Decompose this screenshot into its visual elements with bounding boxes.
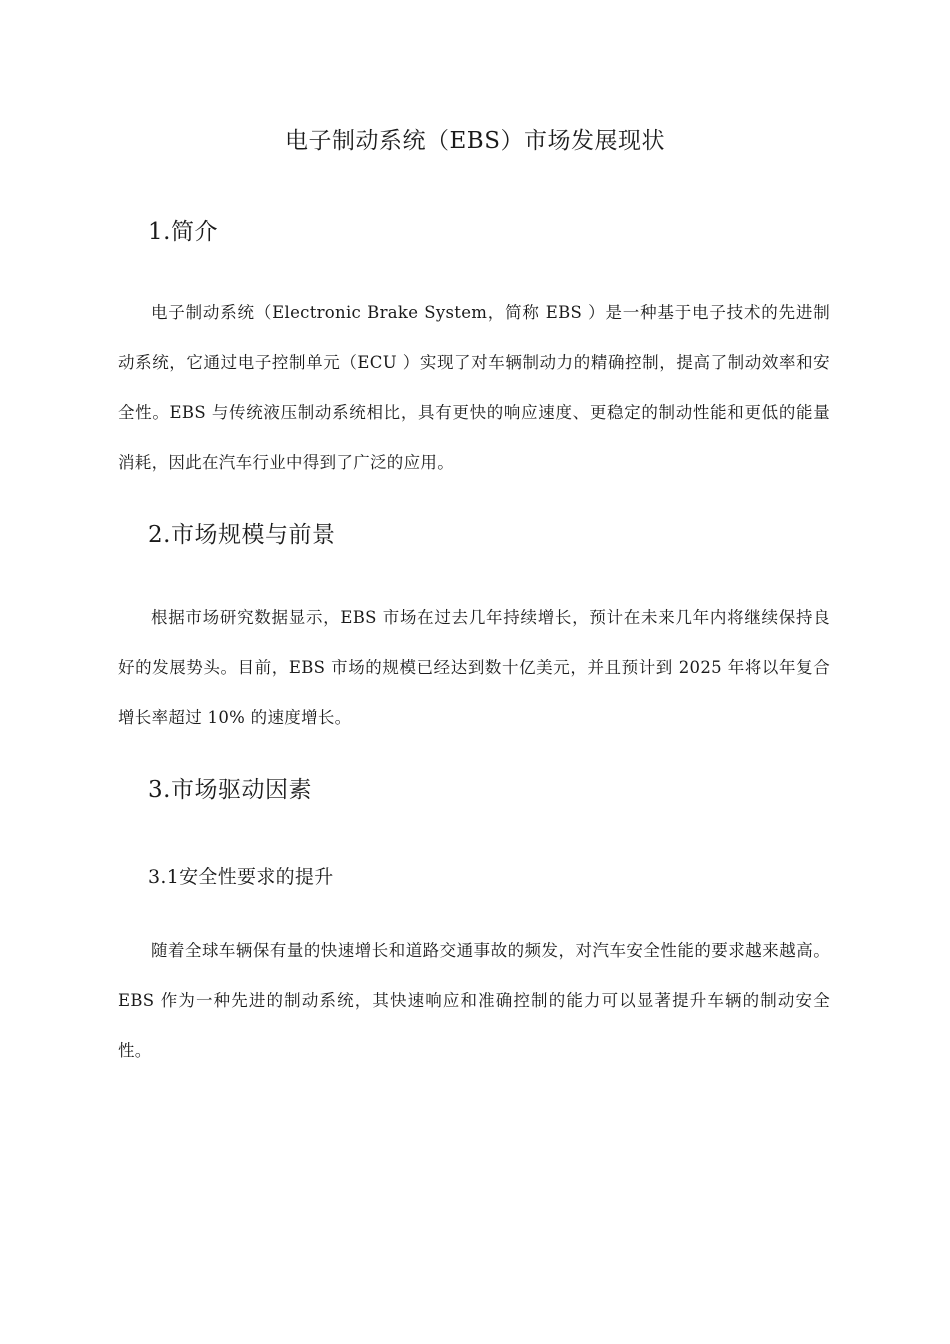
document-title: 电子制动系统（EBS）市场发展现状	[285, 128, 665, 154]
section-heading-drivers: 3.市场驱动因素	[148, 777, 312, 803]
paragraph-intro: 电子制动系统（Electronic Brake System，简称 EBS ）是一种基于电子技术的先进制动系统，它通过电子控制单元（ECU ）实现了对车辆制动力的精确控制，提高了制动效率和安全性。EBS 与传统液压制动系统相比，具有更快的响应速度、更稳定的制动性能和更低的能量消耗，因此在汽车行业中得到了广泛的应用。	[118, 303, 830, 472]
paragraph-safety: 随着全球车辆保有量的快速增长和道路交通事故的频发，对汽车安全性能的要求越来越高。EBS 作为一种先进的制动系统，其快速响应和准确控制的能力可以显著提升车辆的制动安全性。	[118, 941, 830, 1060]
section-heading-intro: 1.简介	[148, 219, 218, 245]
subsection-heading-safety: 3.1安全性要求的提升	[148, 866, 334, 888]
paragraph-market-size: 根据市场研究数据显示，EBS 市场在过去几年持续增长，预计在未来几年内将继续保持良好的发展势头。目前，EBS 市场的规模已经达到数十亿美元，并且预计到 2025 年将以年复合增长率超过 10% 的速度增长。	[118, 608, 830, 727]
section-heading-market-size: 2.市场规模与前景	[148, 522, 336, 548]
